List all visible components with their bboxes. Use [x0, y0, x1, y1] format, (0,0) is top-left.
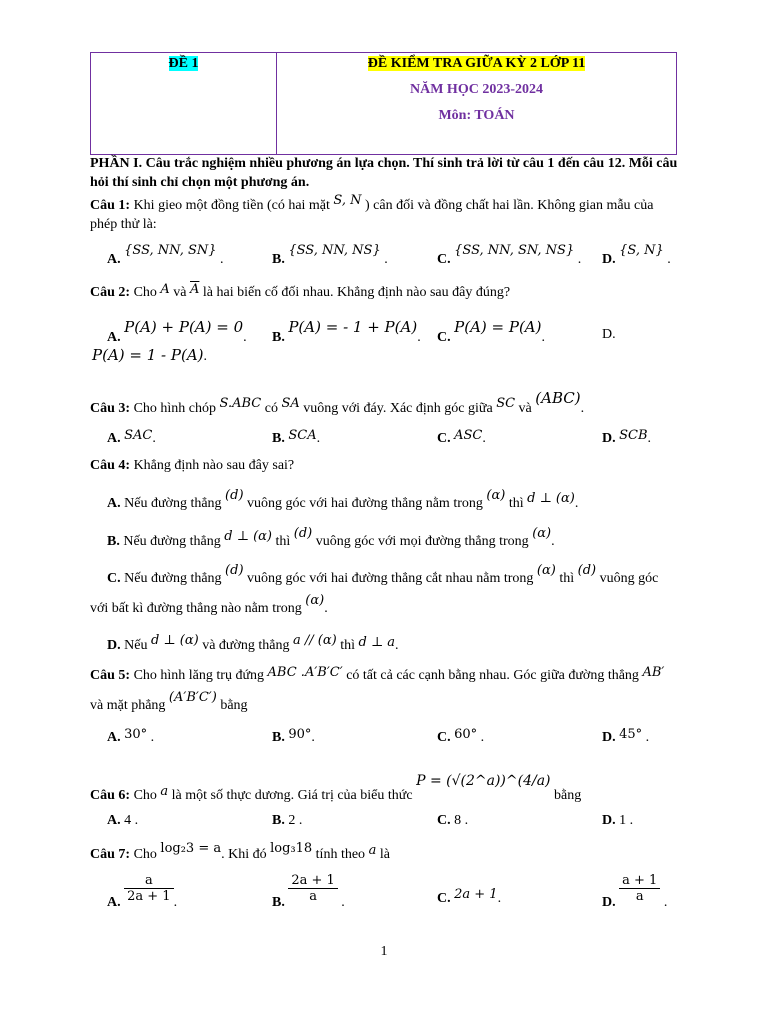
exam-header-box: [90, 52, 677, 155]
q5-label: Câu 5:: [90, 668, 131, 683]
option-text: với bất kì đường thẳng nào nằm trong: [90, 601, 302, 616]
option-value: P(A) + P(A) = 0: [124, 318, 244, 336]
option-letter: C.: [107, 571, 121, 586]
option-text: thì: [559, 571, 575, 586]
q3-stem: Câu 3: Cho hình chóp S.ABC có SA vuông với đáy. Xác định góc giữa SC và (ABC).: [90, 389, 585, 416]
header-left-cell: [91, 53, 277, 154]
option-text: vuông góc với hai đường thẳng cắt nhau nằm trong: [247, 571, 534, 586]
q1-text-a: Khi gieo một đồng tiền (có hai mặt: [133, 198, 330, 213]
q7-text-a: Cho: [133, 847, 157, 862]
option-letter: B.: [272, 813, 285, 828]
q2-math-abar: $\overline{A}$: [190, 282, 200, 297]
q2-text-a: Cho: [133, 285, 157, 300]
option-letter: B.: [272, 431, 285, 446]
q4-option-c-cont[interactable]: với bất kì đường thẳng nào nằm trong (α).: [90, 593, 328, 616]
option-letter: C.: [437, 252, 451, 267]
q7-text-b: . Khi đó: [221, 847, 267, 862]
option-letter: B.: [107, 534, 120, 549]
fraction-denominator: a: [309, 889, 317, 904]
option-letter: A.: [107, 730, 121, 745]
q2-math-a: A: [160, 282, 170, 297]
option-math: (α): [536, 563, 556, 578]
q7-stem: [90, 841, 390, 863]
page-number: 1: [380, 944, 388, 959]
fraction-numerator: 2a + 1: [288, 873, 337, 889]
q7-option-d[interactable]: D. $\frac{a + 1}{a}$ .: [602, 873, 668, 910]
option-math: (d): [225, 563, 244, 578]
option-text: Nếu đường thẳng: [123, 534, 221, 549]
option-value: 30°: [124, 727, 148, 742]
option-math: d ⊥ (α): [224, 529, 272, 544]
q5-text-a: Cho hình lăng trụ đứng: [133, 668, 265, 683]
option-math: (α): [532, 526, 552, 541]
q2-option-a[interactable]: A. P(A) + P(A) = 0.: [107, 318, 247, 345]
option-text: vuông góc với hai đường thẳng nằm trong: [247, 496, 483, 511]
option-text: vuông góc: [599, 571, 659, 586]
option-value: 4 .: [124, 813, 139, 828]
option-value: 2 .: [288, 813, 303, 828]
q3-text-a: Cho hình chóp: [133, 401, 217, 416]
option-math: (α): [486, 488, 506, 503]
q1-math: S, N: [333, 193, 362, 208]
q1-option-b[interactable]: B. {SS, NN, NS} .: [272, 243, 388, 267]
q2-stem: [90, 282, 511, 301]
fraction-denominator: a: [635, 889, 644, 904]
q1-stem: [90, 193, 654, 214]
subject: Môn: TOÁN: [438, 108, 515, 123]
q4-option-d[interactable]: D. Nếu d ⊥ (α) và đường thẳng a // (α) thì d ⊥ a.: [107, 633, 399, 653]
option-text: Nếu đường thẳng: [124, 571, 222, 586]
fraction: [619, 873, 660, 904]
option-letter: D.: [602, 894, 616, 910]
q3-option-d[interactable]: D. SCB.: [602, 428, 652, 446]
option-letter: D.: [107, 638, 121, 653]
q3-option-a[interactable]: A. SAC.: [107, 428, 156, 446]
q5-text-c: và mặt phẳng: [90, 698, 166, 713]
q7-math-log3: log₃18: [270, 841, 313, 856]
option-value: 45°: [619, 727, 643, 742]
q7-math-a: a: [368, 843, 377, 858]
option-letter: B.: [272, 252, 285, 267]
option-value: 1 .: [619, 813, 634, 828]
option-value: ASC: [454, 428, 483, 443]
option-math: d ⊥ a: [358, 635, 396, 650]
q7-option-b[interactable]: B. $\frac{2a + 1}{a}$ .: [272, 873, 345, 910]
option-text: thì: [508, 496, 524, 511]
school-year: NĂM HỌC 2023-2024: [410, 82, 543, 97]
q6-math-expr: P = (√(2^a))^(4/a): [416, 773, 551, 789]
option-value: SAC: [124, 428, 153, 443]
q4-option-b[interactable]: B. Nếu đường thẳng d ⊥ (α) thì (d) vuông góc với mọi đường thẳng trong (α).: [107, 526, 555, 549]
q1-option-d[interactable]: D. {S, N} .: [602, 243, 671, 267]
option-value: P(A) = - 1 + P(A): [288, 318, 418, 336]
q6-text-a: Cho: [133, 788, 157, 803]
q5-option-d[interactable]: D. 45° .: [602, 727, 650, 745]
q3-option-c[interactable]: C. ASC.: [437, 428, 486, 446]
q2-option-d[interactable]: P(A) = 1 - P(A).: [92, 346, 208, 364]
q7-option-a[interactable]: A. $\frac{a}{2a + 1}$ .: [107, 873, 178, 910]
q2-option-b[interactable]: B. P(A) = - 1 + P(A).: [272, 318, 421, 345]
q4-stem: [90, 458, 294, 474]
q5-stem-cont: [90, 690, 248, 714]
option-value: {SS, NN, NS}: [288, 243, 381, 258]
option-math: (d): [293, 526, 313, 541]
option-letter: C.: [437, 813, 451, 828]
option-letter: A.: [107, 894, 121, 910]
option-letter: B.: [272, 730, 285, 745]
option-letter: D.: [602, 730, 616, 745]
q5-option-b[interactable]: B. 90°.: [272, 727, 315, 745]
q6-option-a[interactable]: [107, 813, 138, 829]
q7-option-c[interactable]: C. 2a + 1.: [437, 887, 502, 906]
option-text: thì: [275, 534, 291, 549]
option-text: và đường thẳng: [202, 638, 290, 653]
option-math: (d): [225, 488, 244, 503]
option-letter: B.: [272, 330, 285, 345]
option-value: {SS, NN, SN}: [124, 243, 217, 258]
option-text: vuông góc với mọi đường thẳng trong: [315, 534, 529, 549]
q2-text-b: và: [173, 285, 187, 300]
q1-text-b: ) cân đối và đồng chất hai lần. Không gian mẫu của: [365, 198, 654, 213]
option-letter: D.: [602, 431, 616, 446]
option-letter: C.: [437, 730, 451, 745]
q4-option-c[interactable]: [107, 563, 659, 587]
q2-label: Câu 2:: [90, 285, 131, 300]
option-text: thì: [340, 638, 355, 653]
option-math: (α): [305, 593, 325, 608]
option-text: Nếu: [124, 638, 148, 653]
q6-option-c[interactable]: [437, 813, 468, 829]
option-math: d ⊥ (α): [150, 633, 199, 648]
option-letter: C.: [437, 330, 451, 345]
q4-text: Khẳng định nào sau đây sai?: [133, 458, 295, 473]
option-math: a // (α): [293, 633, 337, 648]
q5-option-a[interactable]: A. 30° .: [107, 727, 155, 745]
q3-text-d: và: [518, 401, 532, 416]
option-letter: A.: [107, 496, 121, 511]
q2-text-c: là hai biến cố đối nhau. Khẳng định nào sau đây đúng?: [202, 285, 511, 300]
option-letter: C.: [437, 431, 451, 446]
fraction-denominator: 2a + 1: [127, 889, 171, 904]
option-letter: A.: [107, 330, 121, 345]
q3-math-sc: SC: [496, 396, 516, 411]
fraction-numerator: a + 1: [619, 873, 660, 889]
option-letter: A.: [107, 431, 121, 446]
q2-option-c[interactable]: C. P(A) = P(A).: [437, 318, 545, 345]
option-letter: A.: [107, 813, 121, 828]
fraction-numerator: a: [124, 873, 173, 889]
q6-text-c: bằng: [554, 788, 582, 803]
option-letter: D.: [602, 813, 616, 828]
q7-label: Câu 7:: [90, 847, 131, 862]
q3-label: Câu 3:: [90, 401, 131, 416]
q3-text-c: vuông với đáy. Xác định góc giữa: [303, 401, 493, 416]
fraction: [124, 873, 173, 904]
q1-option-a[interactable]: A. {SS, NN, SN} .: [107, 243, 224, 267]
q7-text-c: tính theo: [315, 847, 366, 862]
q2-option-d-letter[interactable]: D.: [602, 327, 616, 342]
option-value: 8 .: [454, 813, 469, 828]
q6-option-d[interactable]: [602, 813, 633, 829]
option-value: 90°: [288, 727, 312, 742]
option-value: 2a + 1: [454, 887, 498, 902]
q3-math-sa: SA: [281, 396, 300, 411]
option-value: {S, N}: [619, 243, 664, 258]
option-letter: C.: [437, 891, 451, 906]
q7-math-log2: log₂3 = a: [160, 841, 222, 856]
q3-option-b[interactable]: B. SCA.: [272, 428, 321, 446]
option-letter: B.: [272, 894, 285, 910]
option-value: SCA: [288, 428, 317, 443]
option-value: {SS, NN, SN, NS}: [454, 243, 575, 258]
option-value: P(A) = P(A): [454, 318, 542, 336]
exam-title: ĐỀ KIỂM TRA GIỮA KỲ 2 LỚP 11: [367, 56, 586, 71]
q1-option-c[interactable]: C. {SS, NN, SN, NS} .: [437, 243, 582, 267]
q5-stem: [90, 665, 665, 684]
q5-text-d: bằng: [220, 698, 248, 713]
q5-option-c[interactable]: C. 60° .: [437, 727, 485, 745]
option-value: SCB: [619, 428, 648, 443]
fraction: [288, 873, 337, 904]
option-math: d ⊥ (α): [527, 491, 575, 506]
q6-math-a: a: [160, 784, 169, 799]
q1-label: Câu 1:: [90, 198, 131, 213]
q6-stem: [90, 773, 582, 804]
q4-label: Câu 4:: [90, 458, 131, 473]
q7-text-d: là: [379, 847, 390, 862]
part1-line1: PHẦN I. Câu trắc nghiệm nhiều phương án lựa chọn. Thí sinh trả lời từ câu 1 đến câu 12. Mỗi câu: [90, 156, 678, 171]
q5-math-plane: (A′B′C′): [168, 690, 217, 705]
option-value: 60°: [454, 727, 478, 742]
part1-line2: hỏi thí sinh chỉ chọn một phương án.: [90, 175, 310, 190]
option-text: Nếu đường thẳng: [124, 496, 222, 511]
option-math: (d): [577, 563, 597, 578]
q5-text-b: có tất cả các cạnh bằng nhau. Góc giữa đường thẳng: [346, 668, 639, 683]
q3-math-abc: (ABC): [535, 389, 581, 407]
q1-text-c: phép thử là:: [90, 217, 157, 232]
q5-math-ab: AB′: [642, 665, 665, 680]
q6-label: Câu 6:: [90, 788, 131, 803]
q6-text-b: là một số thực dương. Giá trị của biểu thức: [171, 788, 413, 803]
q5-math-prism: ABC .A′B′C′: [267, 665, 343, 680]
option-letter: D.: [602, 252, 616, 267]
q4-option-a[interactable]: A. Nếu đường thẳng (d) vuông góc với hai đường thẳng nằm trong (α) thì d ⊥ (α).: [107, 488, 579, 511]
q6-option-b[interactable]: [272, 813, 302, 829]
option-letter: A.: [107, 252, 121, 267]
header-right-cell: [277, 53, 676, 154]
exam-code: ĐỀ 1: [168, 56, 199, 71]
option-value: P(A) = 1 - P(A): [92, 346, 204, 364]
q3-text-b: có: [264, 401, 278, 416]
q3-math-sabc: S.ABC: [219, 396, 262, 411]
